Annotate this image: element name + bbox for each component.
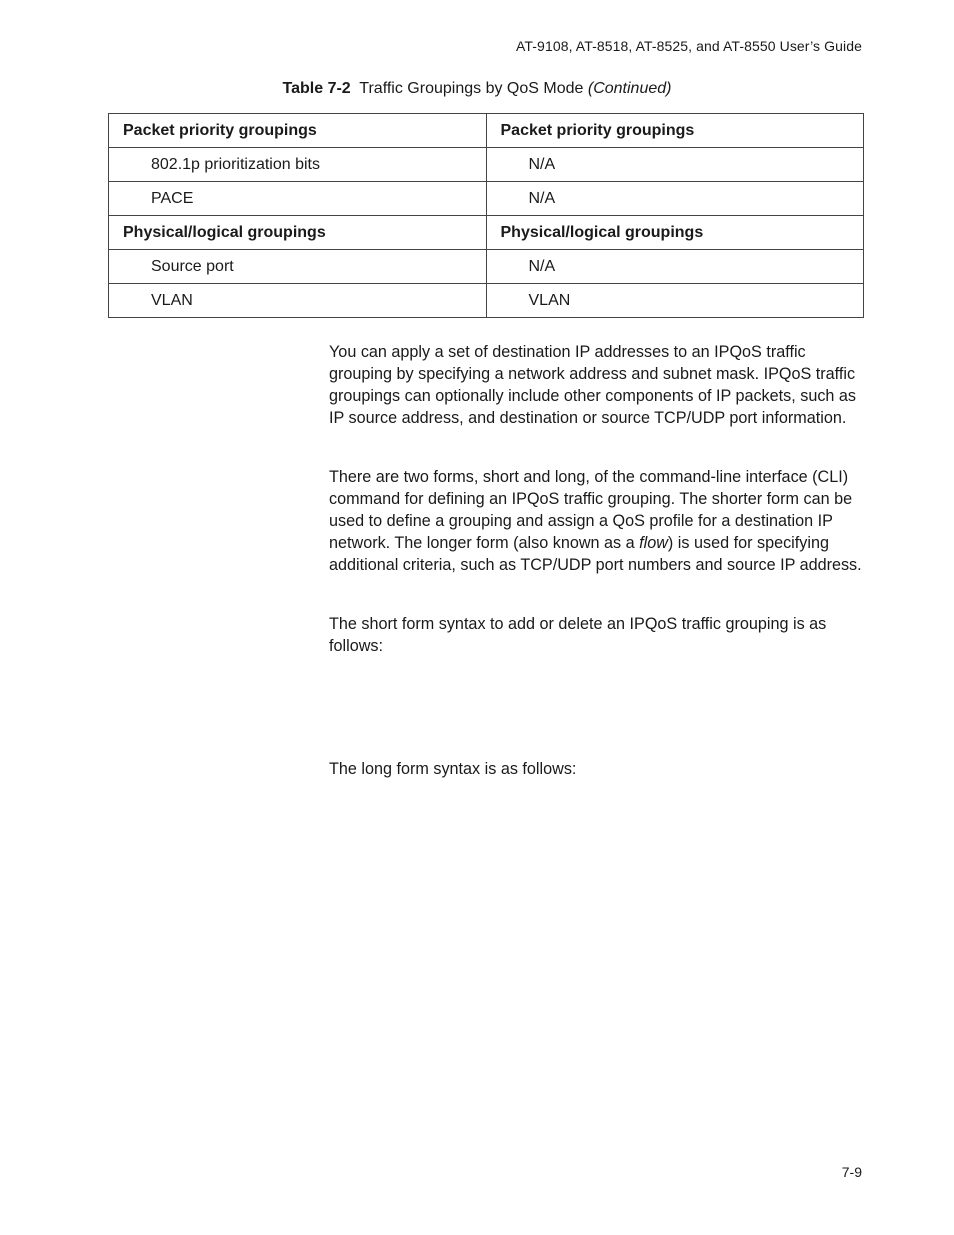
emphasis-flow: flow — [639, 534, 668, 552]
paragraph-text — [329, 466, 864, 576]
paragraph-text: You can apply a set of destination IP addresses to an IPQoS traffic grouping by specifying a network address and subnet mask. IPQoS traffic groupings can optionally include other components of IP packets, such as IP source address, and destination or source TCP/UDP port information. — [329, 343, 857, 427]
body-paragraph-cli-forms — [329, 466, 864, 576]
traffic-groupings-table — [108, 113, 864, 318]
table-cell: Source port — [109, 250, 487, 284]
table-caption — [0, 80, 954, 98]
table-cell: Physical/logical groupings — [109, 216, 487, 250]
table-cell: 802.1p prioritization bits — [109, 148, 487, 182]
paragraph-text-segment: There are two forms, short and long, of the command-line interface (CLI) command for defining an IPQoS traffic grouping. The shorter form can be used to define a grouping and assign a QoS profile for a destination IP network. The longer form (also known as a — [329, 468, 853, 552]
table-row — [109, 182, 864, 216]
table-caption-title: Traffic Groupings by QoS Mode — [359, 80, 584, 97]
table-row — [109, 216, 864, 250]
table-cell: Packet priority groupings — [109, 114, 487, 148]
table-cell: VLAN — [486, 284, 864, 318]
paragraph-text: The long form syntax is as follows: — [329, 760, 577, 778]
table-cell: Packet priority groupings — [486, 114, 864, 148]
table-row — [109, 114, 864, 148]
table-cell: N/A — [486, 148, 864, 182]
paragraph-text: The short form syntax to add or delete an IPQoS traffic grouping is as follows: — [329, 615, 827, 655]
table-caption-label: Table 7-2 — [282, 80, 351, 97]
table-caption-continued: (Continued) — [587, 80, 672, 97]
table-cell: VLAN — [109, 284, 487, 318]
table-cell: PACE — [109, 182, 487, 216]
running-header: AT-9108, AT-8518, AT-8525, and AT-8550 User’s Guide — [516, 38, 862, 54]
body-paragraph-long-form — [329, 758, 864, 780]
table-cell: Physical/logical groupings — [486, 216, 864, 250]
body-paragraph-short-form — [329, 613, 864, 657]
table-cell: N/A — [486, 250, 864, 284]
table-row — [109, 148, 864, 182]
paragraph-text-segment: ) is used for specifying additional criteria, such as TCP/UDP port numbers and source IP address. — [329, 534, 862, 574]
table-row — [109, 284, 864, 318]
table-row — [109, 250, 864, 284]
body-paragraph-ipqos-intro — [329, 341, 864, 429]
table-cell: N/A — [486, 182, 864, 216]
page-number: 7-9 — [841, 1164, 862, 1180]
